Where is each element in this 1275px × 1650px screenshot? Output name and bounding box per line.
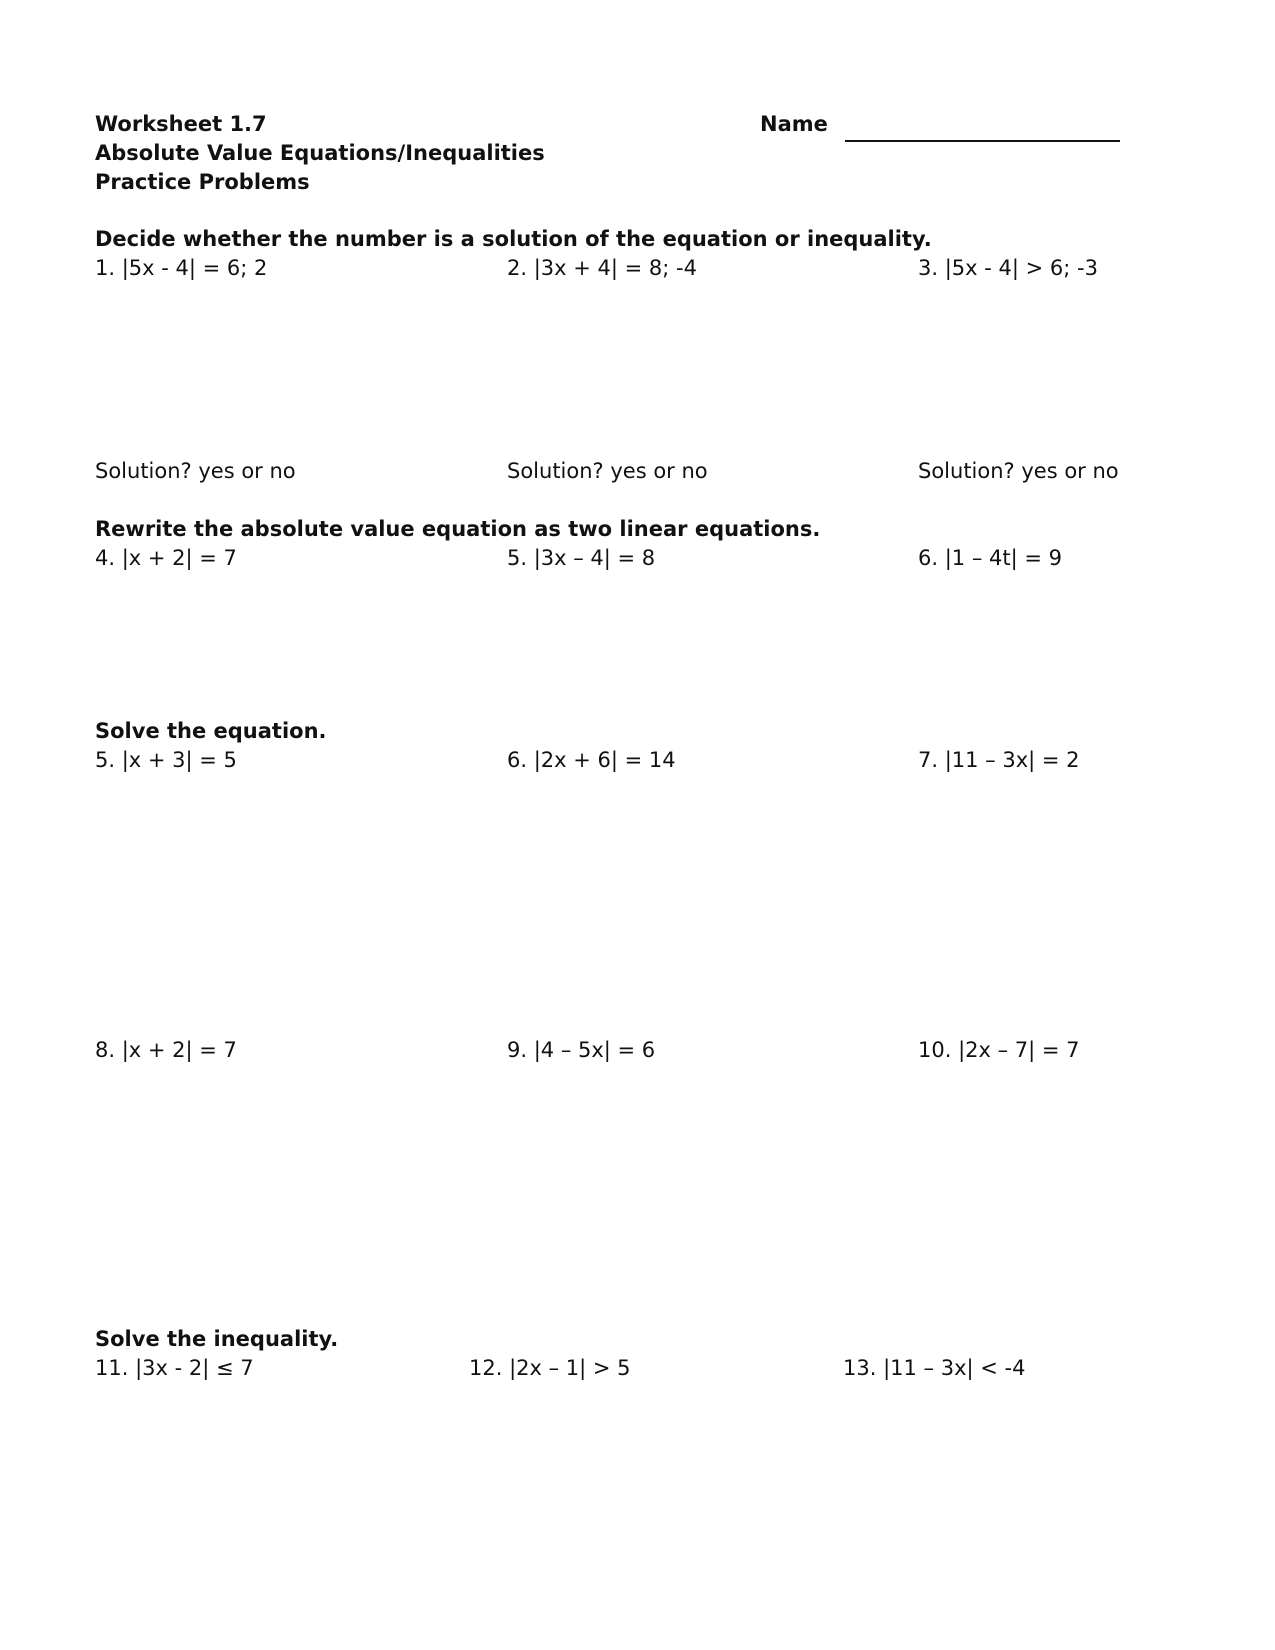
worksheet-subtitle: Practice Problems [95, 170, 310, 194]
solution-prompt: Solution? yes or no [507, 459, 708, 483]
problem: 11. |3x - 2| ≤ 7 [95, 1356, 254, 1380]
solution-prompt: Solution? yes or no [95, 459, 296, 483]
problem: 6. |1 – 4t| = 9 [918, 546, 1062, 570]
problem: 9. |4 – 5x| = 6 [507, 1038, 656, 1062]
problem: 12. |2x – 1| > 5 [469, 1356, 631, 1380]
problem: 13. |11 – 3x| < -4 [843, 1356, 1026, 1380]
section-instruction: Rewrite the absolute value equation as two linear equations. [95, 517, 821, 541]
problem: 6. |2x + 6| = 14 [507, 748, 676, 772]
name-field-line[interactable] [845, 140, 1120, 142]
problem: 4. |x + 2| = 7 [95, 546, 237, 570]
worksheet-number: Worksheet 1.7 [95, 112, 267, 136]
worksheet-title: Absolute Value Equations/Inequalities [95, 141, 545, 165]
problem: 10. |2x – 7| = 7 [918, 1038, 1080, 1062]
section-instruction: Solve the inequality. [95, 1327, 339, 1351]
solution-prompt: Solution? yes or no [918, 459, 1119, 483]
problem: 8. |x + 2| = 7 [95, 1038, 237, 1062]
problem: 7. |11 – 3x| = 2 [918, 748, 1080, 772]
problem: 3. |5x - 4| > 6; -3 [918, 256, 1098, 280]
name-label: Name [760, 112, 828, 136]
section-instruction: Solve the equation. [95, 719, 327, 743]
problem: 5. |x + 3| = 5 [95, 748, 237, 772]
problem: 2. |3x + 4| = 8; -4 [507, 256, 697, 280]
section-instruction: Decide whether the number is a solution of the equation or inequality. [95, 227, 932, 251]
problem: 5. |3x – 4| = 8 [507, 546, 656, 570]
problem: 1. |5x - 4| = 6; 2 [95, 256, 268, 280]
